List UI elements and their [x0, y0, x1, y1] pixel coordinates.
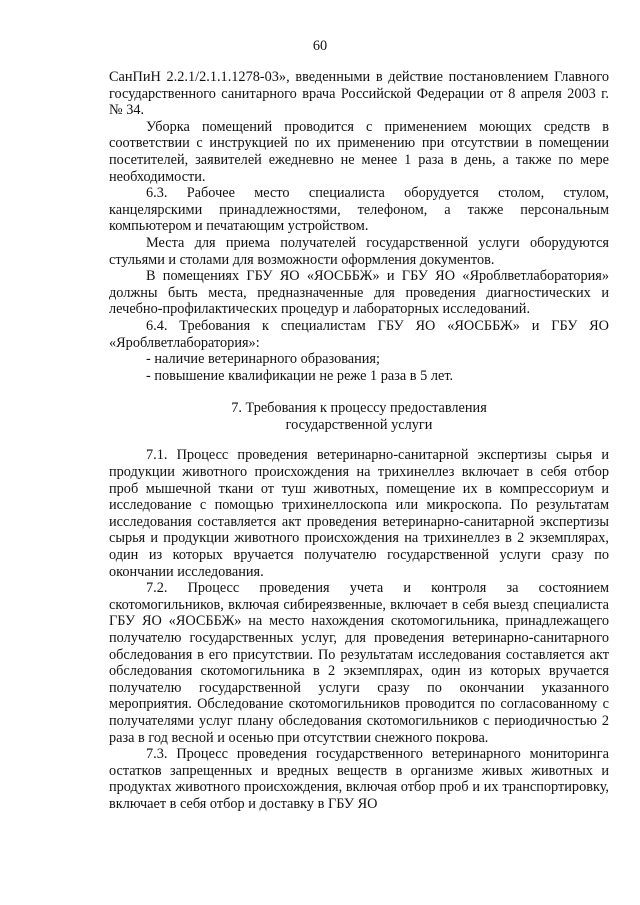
- paragraph-6-4-specialist-requirements: 6.4. Требования к специалистам ГБУ ЯО «ЯОСББЖ» и ГБУ ЯО «Яроблветлаборатория»:: [109, 317, 609, 351]
- paragraph-7-2: 7.2. Процесс проведения учета и контроля за состоянием скотомогильников, включая сибиреязвенные, включает в себя выезд специалиста ГБУ ЯО «ЯОСББЖ» на место нахождения скотомогильника, принадлежащего получателю государственных услуг, для проведения ветеринарно-санитарного обследования в его присутствии. По результатам исследования составляется акт обследования скотомогильника в 2 экземплярах, один из которых вручается получателю государственной услуги сразу по окончании указанного мероприятия. Обследование скотомогильников проводится по согласованному с получателями услуг плану обследования скотомогильников с периодичностью 2 раза в год весной и осенью при отсутствии снежного покрова.: [109, 580, 609, 746]
- page-number: 60: [312, 38, 328, 54]
- list-item: - повышение квалификации не реже 1 раза в 5 лет.: [146, 367, 454, 384]
- paragraph-premises: В помещениях ГБУ ЯО «ЯОСББЖ» и ГБУ ЯО «Яроблветлаборатория» должны быть места, предназначенные для проведения диагностических и лечебно-профилактических процедур и лабораторных исследований.: [109, 268, 609, 318]
- section-heading-line-2: государственной услуги: [285, 416, 433, 433]
- section-heading-line-1: 7. Требования к процессу предоставления: [231, 400, 487, 417]
- bottom-paragraphs: [109, 447, 609, 812]
- paragraph-7-1: 7.1. Процесс проведения ветеринарно-санитарной экспертизы сырья и продукции животного происхождения на трихинеллез включает в себя отбор проб мышечной ткани от туш животных, помещение их в компрессориум и исследование с помощью трихинеллоскопа или микроскопа. По результатам исследования составляется акт проведения ветеринарно-санитарной экспертизы сырья и продукции животного происхождения на трихинеллез в 2 экземплярах, один из которых вручается получателю государственной услуги сразу по окончании исследования.: [109, 447, 609, 580]
- paragraph-6-3-workplace: 6.3. Рабочее место специалиста оборудуется столом, стулом, канцелярскими принадлежностями, телефоном, а также персональным компьютером и печатающим устройством.: [109, 185, 609, 235]
- paragraph-sanpin-continuation: СанПиН 2.2.1/2.1.1.1278-03», введенными в действие постановлением Главного государственного санитарного врача Российской Федерации от 8 апреля 2003 г. № 34.: [109, 69, 609, 119]
- top-paragraphs: [109, 69, 609, 351]
- paragraph-cleaning: Уборка помещений проводится с применением моющих средств в соответствии с инструкцией по их применению при отсутствии в помещении посетителей, заявителей ежедневно не менее 1 раза в день, а также по мере необходимости.: [109, 118, 609, 185]
- page-content: [109, 69, 609, 813]
- paragraph-reception-places: Места для приема получателей государственной услуги оборудуются стульями и столами для возможности оформления документов.: [109, 234, 609, 268]
- list-item: - наличие ветеринарного образования;: [146, 351, 380, 368]
- paragraph-7-3: 7.3. Процесс проведения государственного ветеринарного мониторинга остатков запрещенных и вредных веществ в организме живых животных и продуктах животного происхождения, включая отбор проб и их транспортировку, включает в себя отбор и доставку в ГБУ ЯО: [109, 746, 609, 812]
- requirements-list: [109, 351, 609, 384]
- section-heading: [109, 400, 609, 433]
